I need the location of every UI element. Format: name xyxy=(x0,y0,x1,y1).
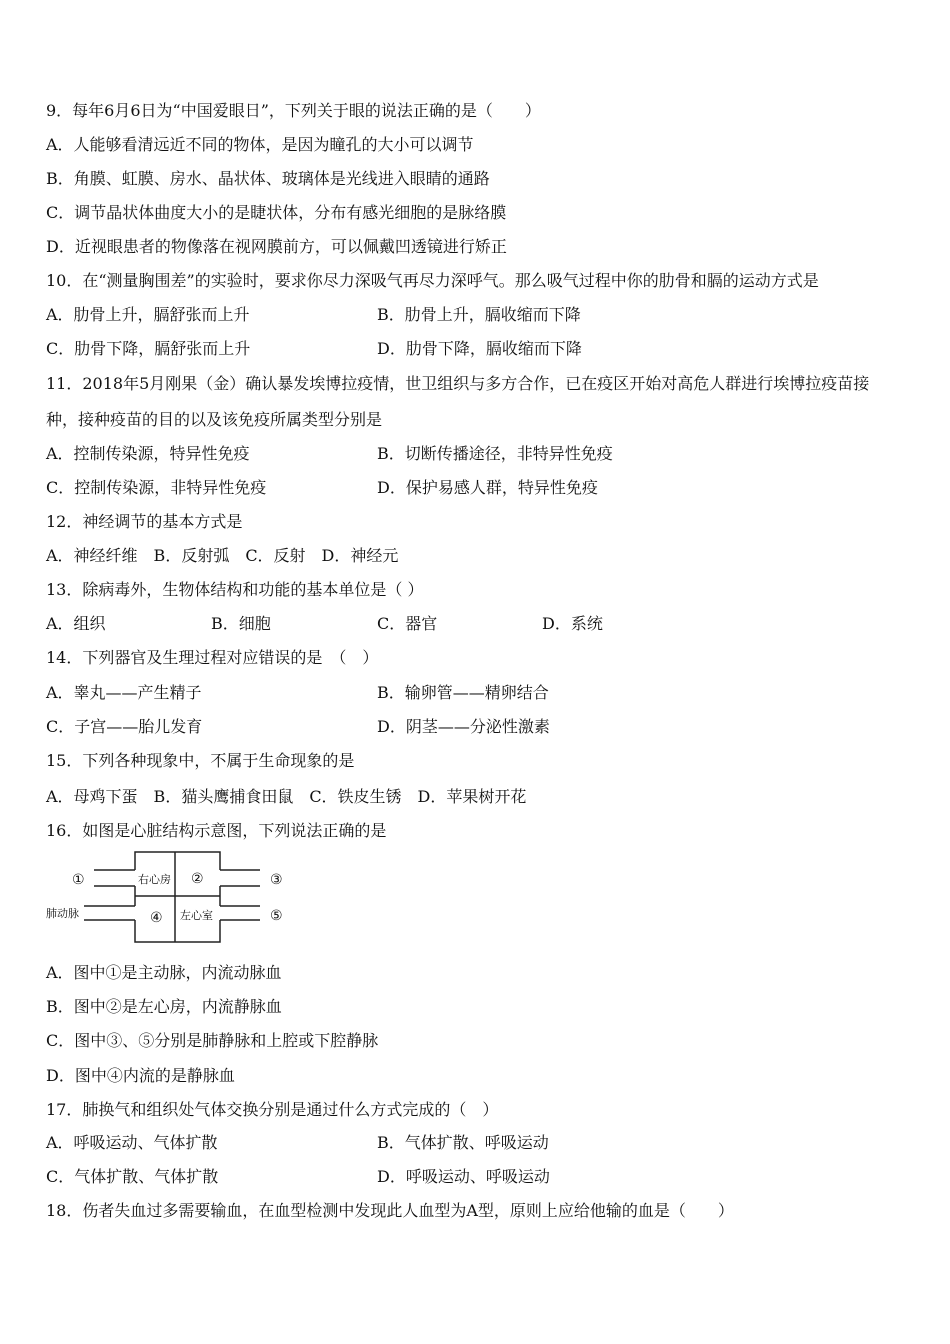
q10-option-b: B．肋骨上升，膈收缩而下降 xyxy=(377,305,581,324)
q13-stem: 13．除病毒外，生物体结构和功能的基本单位是（ ） xyxy=(46,580,424,599)
q17-option-d: D．呼吸运动、呼吸运动 xyxy=(377,1167,550,1186)
q11-option-a: A．控制传染源，特异性免疫 xyxy=(46,444,250,463)
heart-bottom-outline xyxy=(135,934,220,942)
diagram-left-ventricle: 左心室 xyxy=(180,909,213,922)
q13-option-c: C．器官 xyxy=(377,614,438,633)
diagram-label-3: ③ xyxy=(270,872,283,888)
q11-stem-line1: 11．2018年5月刚果（金）确认暴发埃博拉疫情，世卫组织与多方合作，已在疫区开始对高危人群进行埃博拉疫苗接 xyxy=(46,374,870,393)
diagram-label-2: ② xyxy=(191,871,204,887)
diagram-pulmonary-artery: 肺动脉 xyxy=(46,907,79,920)
q12-stem: 12．神经调节的基本方式是 xyxy=(46,512,243,531)
diagram-right-atrium: 右心房 xyxy=(138,873,171,886)
q16-option-a: A．图中①是主动脉，内流动脉血 xyxy=(46,963,282,982)
q15-options: A．母鸡下蛋 B．猫头鹰捕食田鼠 C．铁皮生锈 D．苹果树开花 xyxy=(46,787,527,806)
diagram-label-1: ① xyxy=(72,872,85,888)
q11-option-c: C．控制传染源，非特异性免疫 xyxy=(46,478,267,497)
q13-option-d: D．系统 xyxy=(542,614,603,633)
q17-option-a: A．呼吸运动、气体扩散 xyxy=(46,1133,218,1152)
q9-option-d: D．近视眼患者的物像落在视网膜前方，可以佩戴凹透镜进行矫正 xyxy=(46,237,507,256)
q17-option-b: B．气体扩散、呼吸运动 xyxy=(377,1133,549,1152)
q14-option-b: B．输卵管——精卵结合 xyxy=(377,683,549,702)
q16-option-d: D．图中④内流的是静脉血 xyxy=(46,1066,235,1085)
q17-option-c: C．气体扩散、气体扩散 xyxy=(46,1167,219,1186)
heart-top-outline xyxy=(135,852,220,870)
q18-stem: 18．伤者失血过多需要输血，在血型检测中发现此人血型为A型，原则上应给他输的血是（ ） xyxy=(46,1201,734,1220)
q13-option-a: A．组织 xyxy=(46,614,106,633)
diagram-label-5: ⑤ xyxy=(270,908,283,924)
q16-option-b: B．图中②是左心房，内流静脉血 xyxy=(46,997,282,1016)
q11-stem-line2: 种，接种疫苗的目的以及该免疫所属类型分别是 xyxy=(46,410,383,429)
q9-option-b: B．角膜、虹膜、房水、晶状体、玻璃体是光线进入眼睛的通路 xyxy=(46,169,490,188)
q15-stem: 15．下列各种现象中，不属于生命现象的是 xyxy=(46,751,355,770)
q9-stem: 9．每年6月6日为“中国爱眼日”，下列关于眼的说法正确的是（ ） xyxy=(46,101,541,120)
q10-option-c: C．肋骨下降，膈舒张而上升 xyxy=(46,339,251,358)
heart-structure-diagram xyxy=(46,848,306,944)
q12-options: A．神经纤维 B．反射弧 C．反射 D．神经元 xyxy=(46,546,399,565)
q10-stem: 10．在“测量胸围差”的实验时，要求你尽力深吸气再尽力深呼气。那么吸气过程中你的肋骨和膈的运动方式是 xyxy=(46,271,819,290)
q14-option-d: D．阴茎——分泌性激素 xyxy=(377,717,550,736)
q9-option-c: C．调节晶状体曲度大小的是睫状体，分布有感光细胞的是脉络膜 xyxy=(46,203,507,222)
q14-stem: 14．下列器官及生理过程对应错误的是 （ ） xyxy=(46,648,379,667)
q9-option-a: A．人能够看清远近不同的物体，是因为瞳孔的大小可以调节 xyxy=(46,135,474,154)
q11-option-d: D．保护易感人群，特异性免疫 xyxy=(377,478,598,497)
q14-option-a: A．睾丸——产生精子 xyxy=(46,683,202,702)
q11-option-b: B．切断传播途径，非特异性免疫 xyxy=(377,444,613,463)
q14-option-c: C．子宫——胎儿发育 xyxy=(46,717,203,736)
q17-stem: 17．肺换气和组织处气体交换分别是通过什么方式完成的（ ） xyxy=(46,1100,499,1119)
q16-stem: 16．如图是心脏结构示意图，下列说法正确的是 xyxy=(46,821,387,840)
q10-option-a: A．肋骨上升，膈舒张而上升 xyxy=(46,305,250,324)
q13-option-b: B．细胞 xyxy=(211,614,271,633)
q10-option-d: D．肋骨下降，膈收缩而下降 xyxy=(377,339,582,358)
diagram-label-4: ④ xyxy=(150,910,163,926)
q16-option-c: C．图中③、⑤分别是肺静脉和上腔或下腔静脉 xyxy=(46,1031,379,1050)
